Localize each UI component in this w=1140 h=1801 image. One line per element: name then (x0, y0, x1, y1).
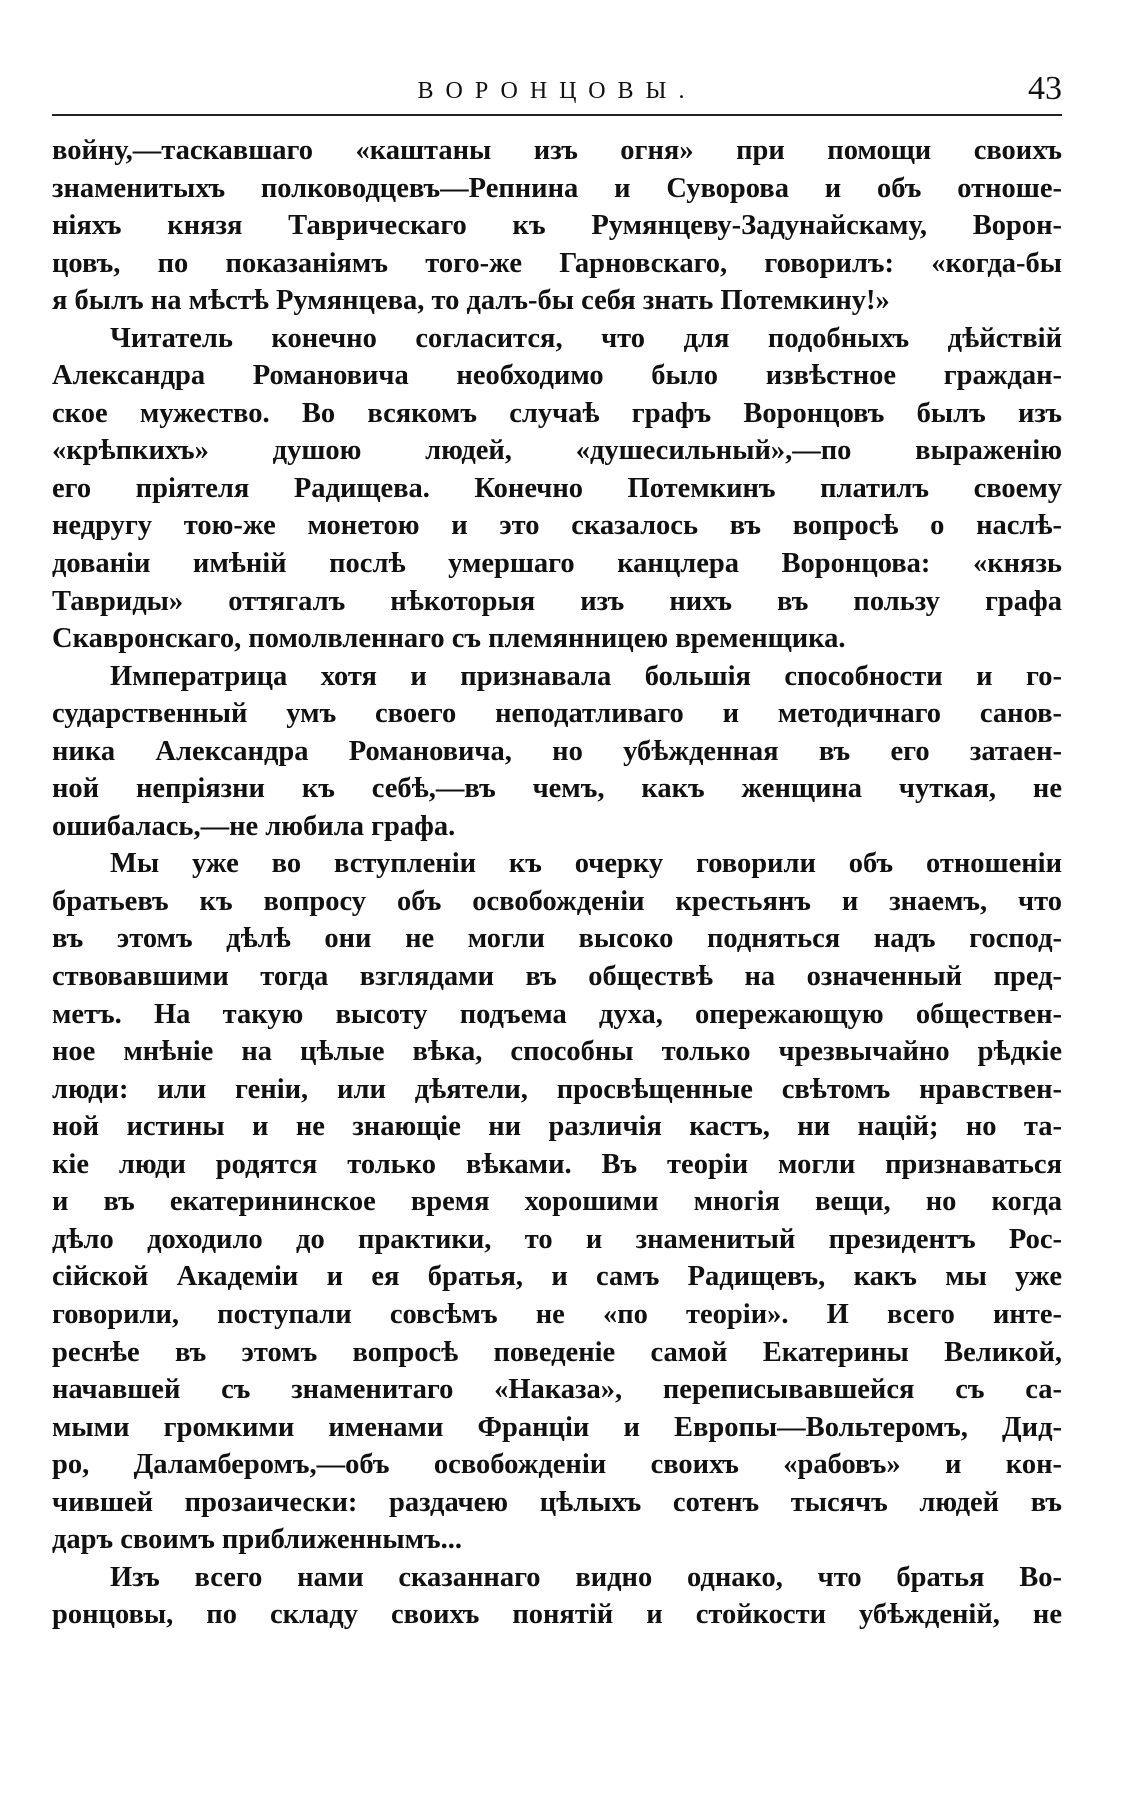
text-line: ніяхъ князя Таврическаго къ Румянцеву-Задунайскаму, Ворон- (52, 210, 1062, 242)
text-line: реснѣе въ этомъ вопросѣ поведеніе самой Екатерины Великой, (52, 1336, 1062, 1368)
text-line: ское мужество. Во всякомъ случаѣ графъ Воронцовъ былъ изъ (52, 397, 1062, 429)
text-line: говорили, поступали совсѣмъ не «по теоріи». И всего инте- (52, 1298, 1062, 1330)
text-line: «крѣпкихъ» душою людей, «душесильный»,—по выраженію (52, 435, 1062, 467)
text-line: даръ своимъ приближеннымъ... (52, 1524, 463, 1556)
text-line: ной истины и не знающіе ни различія кастъ, ни націй; но та- (52, 1111, 1062, 1143)
text-line: дѣло доходило до практики, то и знаменитый президентъ Рос- (52, 1223, 1062, 1255)
running-title: ВОРОНЦОВЫ. (417, 78, 697, 104)
text-line: начавшей съ знаменитаго «Наказа», переписывавшейся съ са- (52, 1374, 1062, 1406)
body-text (52, 132, 1062, 1634)
text-line: ро, Даламберомъ,—объ освобожденіи своихъ «рабовъ» и кон- (52, 1449, 1062, 1481)
text-line: сударственный умъ своего неподатливаго и методичнаго санов- (52, 698, 1062, 730)
text-line: дованіи имѣній послѣ умершаго канцлера Воронцова: «князь (52, 548, 1062, 580)
page-header (52, 70, 1062, 130)
text-line: Мы уже во вступленіи къ очерку говорили объ отношеніи (110, 848, 1062, 880)
text-line: знаменитыхъ полководцевъ—Репнина и Суворова и объ отноше- (52, 172, 1062, 204)
text-line: ствовавшими тогда взглядами въ обществѣ на означенный пред- (52, 961, 1062, 993)
text-line: люди: или геніи, или дѣятели, просвѣщенные свѣтомъ нравствен- (52, 1073, 1062, 1105)
text-line: братьевъ къ вопросу объ освобожденіи крестьянъ и знаемъ, что (52, 885, 1062, 917)
text-line: ное мнѣніе на цѣлые вѣка, способны только чрезвычайно рѣдкіе (52, 1036, 1062, 1068)
page-number: 43 (1028, 70, 1062, 107)
text-line: Тавриды» оттягалъ нѣкоторыя изъ нихъ въ пользу графа (52, 585, 1062, 617)
text-line: Скавронскаго, помолвленнаго съ племянницею временщика. (52, 623, 846, 655)
text-line: въ этомъ дѣлѣ они не могли высоко подняться надъ господ- (52, 923, 1062, 955)
text-line: ной непріязни къ себѣ,—въ чемъ, какъ женщина чуткая, не (52, 773, 1062, 805)
text-line: и въ екатерининское время хорошими многія вещи, но когда (52, 1186, 1062, 1218)
text-line: метъ. На такую высоту подъема духа, опережающую обществен- (52, 998, 1062, 1030)
text-line: Изъ всего нами сказаннаго видно однако, что братья Во- (110, 1561, 1062, 1593)
text-line: его пріятеля Радищева. Конечно Потемкинъ платилъ своему (52, 472, 1062, 504)
header-rule (52, 114, 1062, 116)
text-line: чившей прозаически: раздачею цѣлыхъ сотенъ тысячъ людей въ (52, 1486, 1062, 1518)
paragraph (52, 658, 1062, 846)
text-line: Александра Романовича необходимо было извѣстное граждан- (52, 360, 1062, 392)
text-line: я былъ на мѣстѣ Румянцева, то далъ-бы себя знать Потемкину!» (52, 285, 890, 317)
text-line: кіе люди родятся только вѣками. Въ теоріи могли признаваться (52, 1148, 1062, 1180)
text-line: цовъ, по показаніямъ того-же Гарновскаго, говорилъ: «когда-бы (52, 247, 1062, 279)
paragraph (52, 132, 1062, 320)
text-line: ника Александра Романовича, но убѣжденная въ его затаен- (52, 735, 1062, 767)
paragraph (52, 845, 1062, 1558)
text-line: Императрица хотя и признавала большія способности и го- (110, 660, 1062, 692)
paragraph (52, 320, 1062, 658)
text-line: сійской Академіи и ея братья, и самъ Радищевъ, какъ мы уже (52, 1261, 1062, 1293)
text-line: мыми громкими именами Франціи и Европы—Вольтеромъ, Дид- (52, 1411, 1062, 1443)
text-line: ошибалась,—не любила графа. (52, 810, 456, 842)
text-line: ронцовы, по складу своихъ понятій и стойкости убѣжденій, не (52, 1599, 1062, 1631)
paragraph (52, 1559, 1062, 1634)
text-line: войну,—таскавшаго «каштаны изъ огня» при помощи своихъ (52, 135, 1062, 166)
text-line: Читатель конечно согласится, что для подобныхъ дѣйствій (110, 322, 1062, 354)
book-page (52, 70, 1062, 1634)
text-line: недругу тою-же монетою и это сказалось въ вопросѣ о наслѣ- (52, 510, 1062, 542)
